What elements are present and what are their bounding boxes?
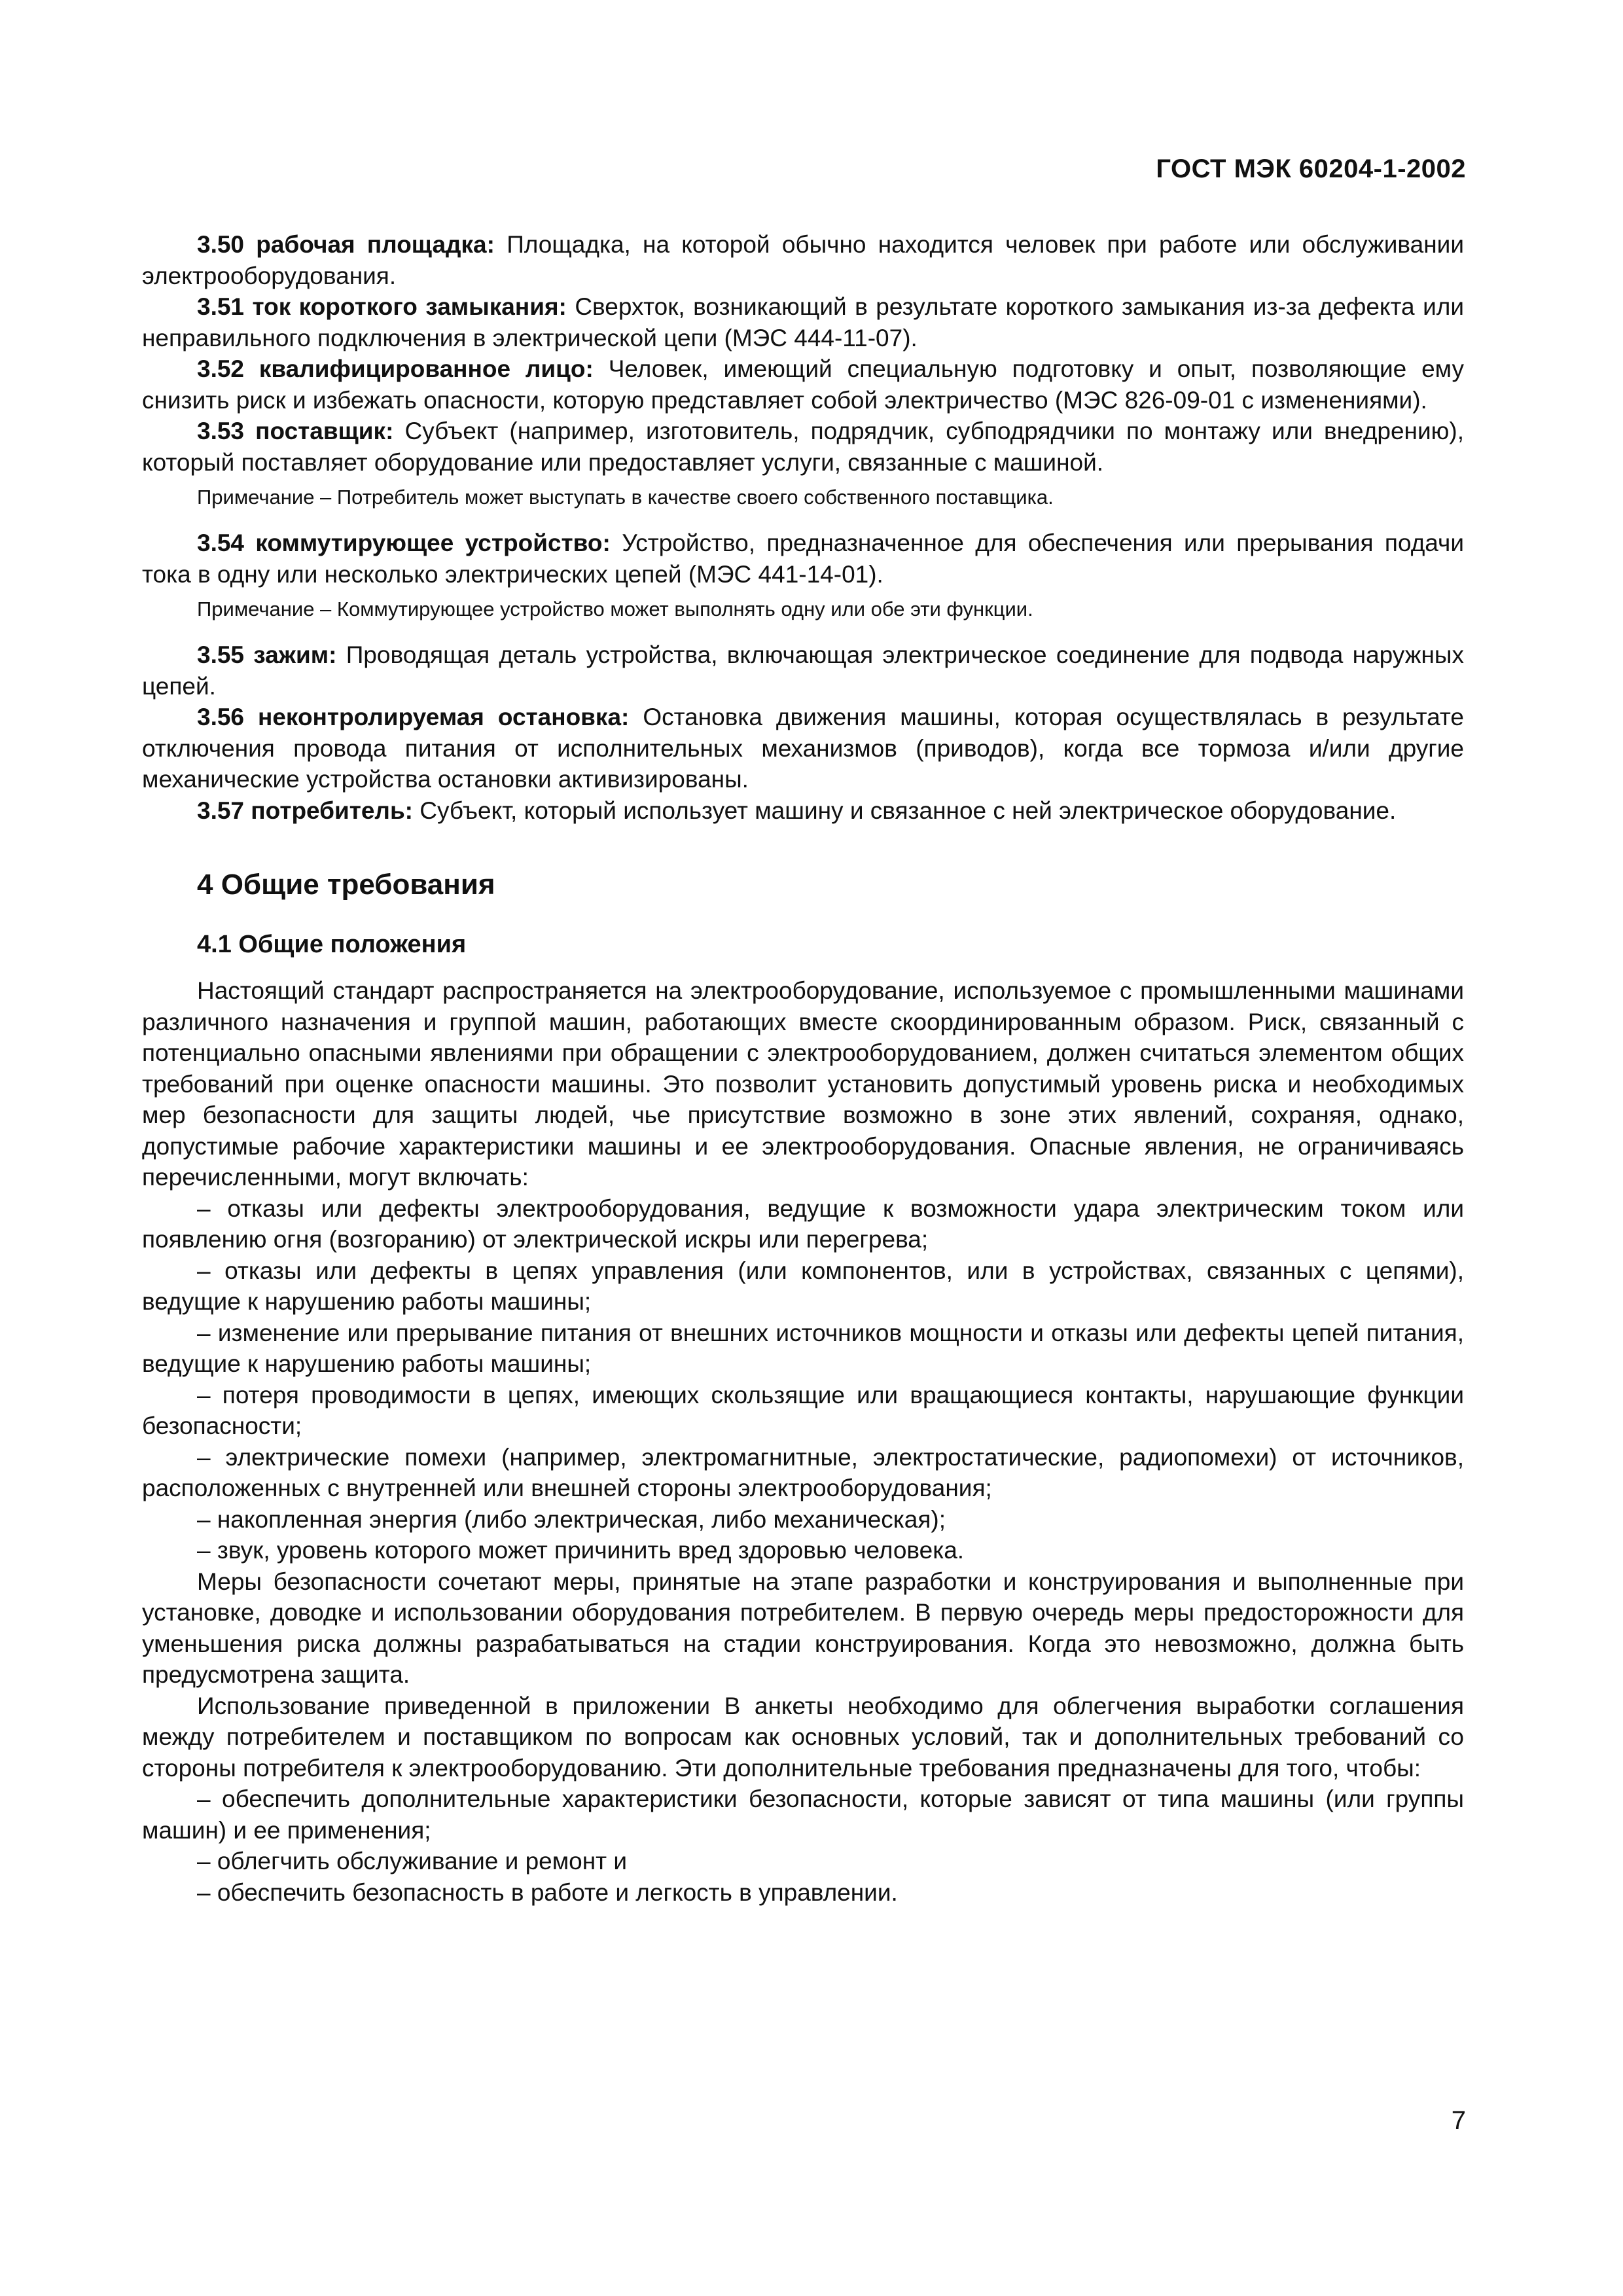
term-name: квалифицированное лицо:: [259, 355, 594, 382]
term-3-52: [142, 353, 1464, 416]
term-number: 3.55: [197, 641, 245, 668]
term-definition: Устройство, предназначенное для обеспечения или прерывания подачи тока в одну или несколько электрических цепей (МЭС 441-14-01).: [142, 529, 1465, 588]
term-definition: Человек, имеющий специальную подготовку и опыт, позволяющие ему снизить риск и избежать опасности, которую представляет собой электричество (МЭС 826-09-01 с изменениями).: [142, 355, 1465, 414]
goal-item: – обеспечить безопасность в работе и легкость в управлении.: [197, 1878, 898, 1906]
hazard-item: – потеря проводимости в цепях, имеющих скользящие или вращающиеся контакты, нарушающие функции безопасности;: [142, 1381, 1464, 1439]
term-name: неконтролируемая остановка:: [257, 704, 630, 730]
section-heading: 4 Общие требования: [197, 869, 495, 901]
term-3-55: [142, 639, 1464, 702]
hazard-item: – накопленная энергия (либо электрическая, либо механическая);: [197, 1505, 946, 1533]
term-number: 3.54: [197, 529, 245, 556]
term-3-57: [142, 795, 1464, 827]
hazard-item: – звук, уровень которого может причинить вред здоровью человека.: [197, 1537, 965, 1564]
term-name: потребитель:: [251, 797, 414, 824]
term-number: 3.53: [197, 418, 245, 444]
term-definition: Сверхток, возникающий в результате короткого замыкания из-за дефекта или неправильного подключения в электрической цепи (МЭС 444-11-07).: [142, 293, 1464, 351]
measures-paragraph: Меры безопасности сочетают меры, принятые на этапе разработки и конструирования и выполненные при установке, доводке и использовании оборудования потребителем. В первую очередь меры предосторожности для уменьшения риска должны разрабатываться на стадии конструирования. Когда это невозможно, должна быть предусмотрена защита.: [142, 1568, 1464, 1688]
hazard-item: – изменение или прерывание питания от внешних источников мощности и отказы или дефекты цепей питания, ведущие к нарушению работы машины;: [142, 1319, 1464, 1377]
term-definition: Субъект (например, изготовитель, подрядчик, субподрядчики по монтажу или внедрению), который поставляет оборудование или предоставляет услуги, связанные с машиной.: [142, 418, 1465, 476]
term-3-50: [142, 229, 1464, 291]
term-number: 3.56: [197, 704, 245, 730]
intro-paragraph: Настоящий стандарт распространяется на электрооборудование, используемое с промышленными машинами различного назначения и группой машин, работающих вместе скоординированным образом. Риск, связанный с потенциально опасными явлениями при обращении с электрооборудованием, должен считаться элементом общих требований при оценке опасности машины. Это позволит установить допустимый уровень риска и необходимых мер безопасности для защиты людей, чье присутствие возможно в зоне этих явлений, сохраняя, однако, допустимые рабочие характеристики машины и ее электрооборудования. Опасные явления, не ограничиваясь перечисленными, могут включать:: [142, 977, 1464, 1191]
goal-item: – обеспечить дополнительные характеристики безопасности, которые зависят от типа машины (или группы машин) и ее применения;: [142, 1785, 1464, 1844]
term-definition: Проводящая деталь устройства, включающая электрическое соединение для подвода наружных цепей.: [142, 641, 1464, 700]
page-number: 7: [1451, 2106, 1466, 2135]
term-3-56: [142, 702, 1464, 795]
term-3-53: [142, 416, 1464, 478]
hazard-item: – отказы или дефекты электрооборудования, ведущие к возможности удара электрическим током или появлению огня (возгоранию) от электрической искры или перегрева;: [142, 1194, 1464, 1253]
term-number: 3.51: [197, 293, 245, 320]
note-3-54: Примечание – Коммутирующее устройство может выполнять одну или обе эти функции.: [197, 598, 1033, 620]
standard-header: ГОСТ МЭК 60204-1-2002: [1156, 154, 1466, 183]
term-3-54: [142, 528, 1464, 590]
subsection-heading: 4.1 Общие положения: [197, 931, 467, 958]
term-definition: Субъект, который использует машину и связанное с ней электрическое оборудование.: [419, 797, 1397, 824]
note-3-53: Примечание – Потребитель может выступать в качестве своего собственного поставщика.: [197, 486, 1054, 509]
hazard-item: – отказы или дефекты в цепях управления (или компонентов, или в устройствах, связанных с цепями), ведущие к нарушению работы машины;: [142, 1257, 1464, 1315]
goal-item: – облегчить обслуживание и ремонт и: [197, 1848, 628, 1874]
term-3-51: [142, 291, 1464, 353]
term-name: коммутирующее устройство:: [255, 529, 611, 556]
term-number: 3.50: [197, 231, 245, 258]
annex-paragraph: Использование приведенной в приложении В анкеты необходимо для облегчения выработки соглашения между потребителем и поставщиком по вопросам как основных условий, так и дополнительных требований со стороны потребителя к электрооборудованию. Эти дополнительные требования предназначены для того, чтобы:: [142, 1692, 1464, 1782]
document-body: [142, 229, 1464, 1908]
term-name: поставщик:: [255, 418, 394, 444]
term-number: 3.57: [197, 797, 245, 824]
term-definition: Площадка, на которой обычно находится человек при работе или обслуживании электрооборудования.: [142, 231, 1465, 289]
term-name: зажим:: [253, 641, 337, 668]
term-definition: Остановка движения машины, которая осуществлялась в результате отключения провода питания от исполнительных механизмов (приводов), когда все тормоза и/или другие механические устройства остановки активизированы.: [142, 704, 1465, 793]
term-number: 3.52: [197, 355, 245, 382]
term-name: ток короткого замыкания:: [252, 293, 567, 320]
hazard-item: – электрические помехи (например, электромагнитные, электростатические, радиопомехи) от источников, расположенных с внутренней или внешней стороны электрооборудования;: [142, 1443, 1464, 1501]
term-name: рабочая площадка:: [256, 231, 495, 258]
